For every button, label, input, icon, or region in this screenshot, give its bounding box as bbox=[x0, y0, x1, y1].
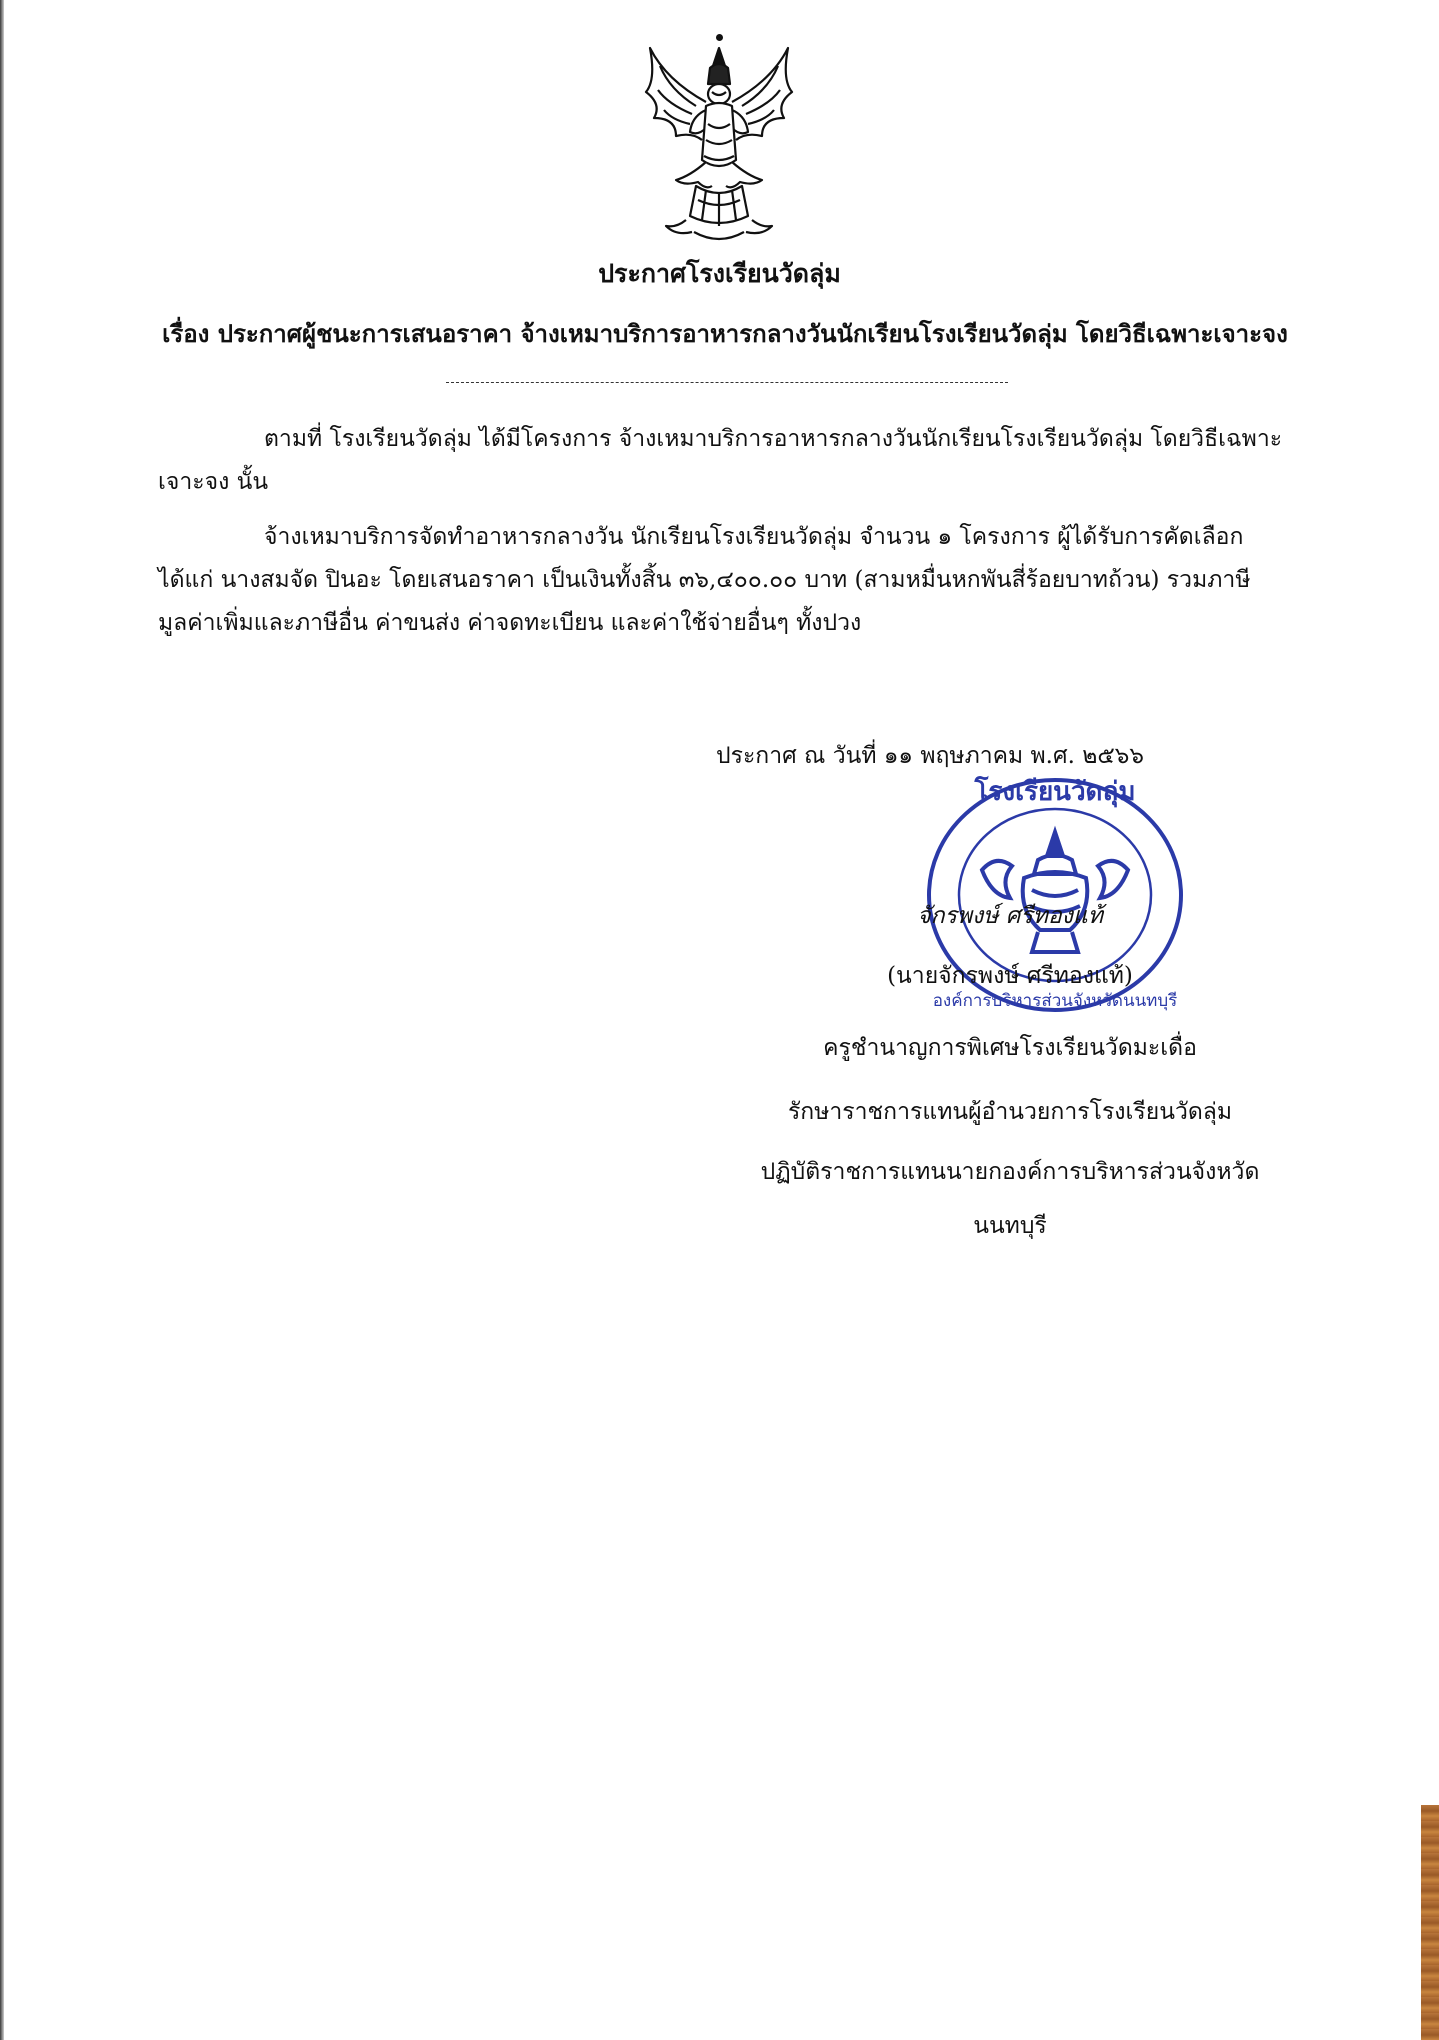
garuda-emblem-icon bbox=[636, 40, 802, 252]
signatory-position-1: ครูชำนาญการพิเศษโรงเรียนวัดมะเดื่อ bbox=[823, 1035, 1197, 1061]
stamp-text-top: โรงเรียนวัดลุ่ม bbox=[974, 777, 1136, 807]
scan-edge-shadow bbox=[0, 0, 4, 2040]
printed-name: (นายจักรพงษ์ ศรีทองแท้) bbox=[887, 963, 1133, 989]
paragraph-1-line-1: ตามที่ โรงเรียนวัดลุ่ม ได้มีโครงการ จ้างเหมาบริการอาหารกลางวันนักเรียนโรงเรียนวัดลุ่ม โดยวิธีเฉพาะ bbox=[264, 426, 1283, 452]
paragraph-2 bbox=[158, 516, 1288, 645]
paragraph-1-line-2: เจาะจง นั้น bbox=[158, 469, 269, 495]
paragraph-2-line-3: มูลค่าเพิ่มและภาษีอื่น ค่าขนส่ง ค่าจดทะเบียน และค่าใช้จ่ายอื่นๆ ทั้งปวง bbox=[158, 610, 862, 636]
announcement-date: ประกาศ ณ วันที่ ๑๑ พฤษภาคม พ.ศ. ๒๕๖๖ bbox=[716, 743, 1144, 769]
divider-line bbox=[446, 382, 1008, 383]
paragraph-2-line-2: ได้แก่ นางสมจัด ปินอะ โดยเสนอราคา เป็นเงินทั้งสิ้น ๓๖,๔๐๐.๐๐ บาท (สามหมื่นหกพันสี่ร้อยบาทถ้วน) รวมภาษี bbox=[158, 567, 1251, 593]
signatory-position-2: รักษาราชการแทนผู้อำนวยการโรงเรียนวัดลุ่ม bbox=[787, 1099, 1233, 1125]
paragraph-2-line-1: จ้างเหมาบริการจัดทำอาหารกลางวัน นักเรียนโรงเรียนวัดลุ่ม จำนวน ๑ โครงการ ผู้ได้รับการคัดเลือก bbox=[264, 524, 1244, 550]
document-title: ประกาศโรงเรียนวัดลุ่ม bbox=[598, 259, 841, 288]
stamp-text-bottom: องค์การบริหารส่วนจังหวัดนนทบุรี bbox=[932, 991, 1178, 1011]
signed-name: จักรพงษ์ ศรีทองแท้ bbox=[917, 903, 1103, 929]
background-wood-strip bbox=[1421, 1805, 1439, 2040]
signatory-position-4: นนทบุรี bbox=[973, 1213, 1047, 1239]
signatory-position-3: ปฏิบัติราชการแทนนายกองค์การบริหารส่วนจังหวัด bbox=[760, 1159, 1260, 1185]
document-subject: เรื่อง ประกาศผู้ชนะการเสนอราคา จ้างเหมาบริการอาหารกลางวันนักเรียนโรงเรียนวัดลุ่ม โดยวิธีเฉพาะเจาะจง bbox=[162, 319, 1288, 348]
paragraph-1 bbox=[158, 418, 1288, 504]
